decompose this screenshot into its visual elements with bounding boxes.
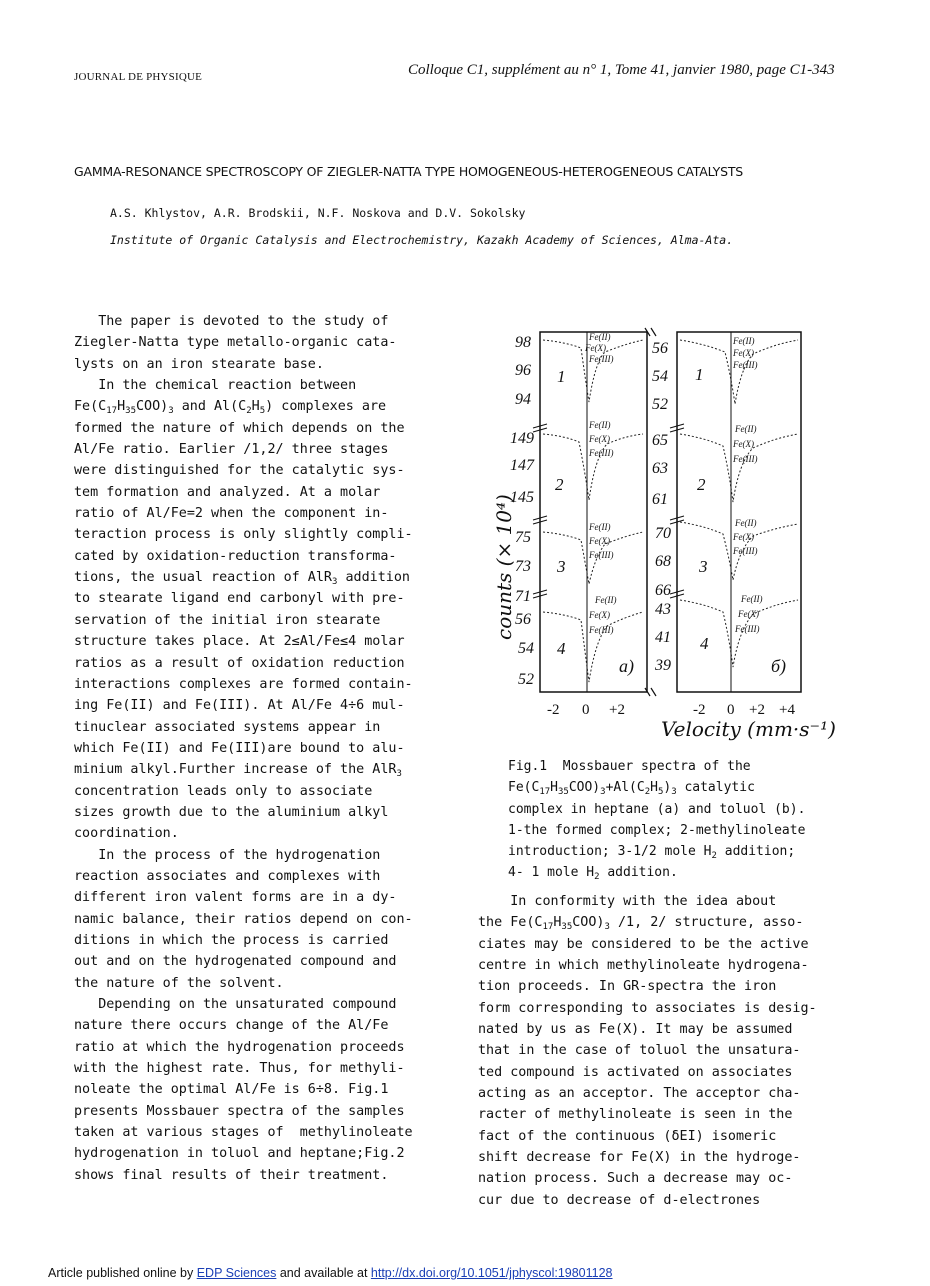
tick-label: 98 (515, 334, 531, 351)
caption-line: complex in heptane (a) and toluol (b). (508, 801, 806, 817)
text-line: tinuclear associated systems appear in (74, 719, 381, 735)
text-line: nated by us as Fe(X). It may be assumed (478, 1022, 793, 1038)
fe-label: Fe(II) (595, 595, 617, 605)
x-tick-label: 0 (727, 702, 735, 718)
left-column (74, 311, 464, 1186)
tick-label: 149 (510, 430, 534, 447)
text-line: to stearate ligand end carbonyl with pre- (74, 591, 405, 607)
fe-label: Fe(X) (738, 609, 759, 619)
figure-caption (508, 756, 868, 884)
fe-label: Fe(III) (733, 546, 758, 556)
tick-label: 43 (655, 601, 671, 618)
tick-label: 147 (510, 457, 534, 474)
text-line: taken at various stages of methylinoleate (74, 1125, 413, 1141)
caption-line-formula: 4- 1 mole $H_2$ addition. (508, 865, 678, 883)
text-line: coordination. (74, 826, 179, 842)
text-line: nature there occurs change of the Al/Fe (74, 1018, 389, 1034)
text-line: cur due to decrease of d-electrones (478, 1192, 761, 1208)
fe-label: Fe(II) (733, 336, 755, 346)
colloque-reference: Colloque C1, supplément au n° 1, Tome 41, janvier 1980, page C1-343 (408, 62, 835, 78)
text-line: Al/Fe ratio. Earlier /1,2/ three stages (74, 442, 389, 458)
text-line-formula: tions, the usual reaction of AlR$_3$ addition (74, 570, 410, 588)
fe-label: Fe(II) (741, 594, 763, 604)
text-line: presents Mossbauer spectra of the samples (74, 1103, 405, 1119)
doi-link[interactable]: http://dx.doi.org/10.1051/jphyscol:19801128 (370, 1266, 613, 1280)
fe-label: Fe(III) (589, 354, 614, 364)
x-tick-label: +2 (749, 702, 765, 718)
text-line: Depending on the unsaturated compound (98, 997, 397, 1012)
text-line: In the chemical reaction between (98, 378, 357, 394)
authors: A.S. Khlystov, A.R. Brodskii, N.F. Noskova and D.V. Sokolsky (110, 206, 526, 220)
text-line: ciates may be considered to be the active (478, 936, 809, 952)
fe-label: Fe(II) (589, 522, 611, 532)
text-line: acting as an acceptor. The acceptor cha- (478, 1086, 801, 1102)
curve-number: 3 (699, 557, 708, 576)
tick-label: 75 (515, 529, 531, 546)
tick-label: 54 (652, 368, 668, 385)
text-line: formed the nature of which depends on the (74, 420, 405, 436)
text-line: ratios as a result of oxidation reduction (74, 655, 405, 671)
fe-label: Fe(III) (733, 454, 758, 464)
text-line: shows final results of their treatment. (74, 1167, 389, 1183)
text-line: sizes growth due to the aluminium alkyl (74, 804, 389, 820)
text-line: fact of the continuous (δEI) isomeric (478, 1128, 777, 1144)
tick-label: 94 (515, 391, 531, 408)
curve-number: 1 (695, 365, 704, 384)
text-line: the nature of the solvent. (74, 975, 284, 991)
panel-label-a: a) (619, 656, 634, 676)
text-line: In conformity with the idea about (510, 894, 777, 909)
footer-middle: and available at (276, 1266, 371, 1280)
text-line: tem formation and analyzed. At a molar (74, 484, 381, 500)
text-line: different iron valent forms are in a dy- (74, 890, 397, 906)
curve-number: 4 (557, 639, 566, 658)
tick-label: 70 (655, 525, 671, 542)
tick-label: 54 (518, 640, 534, 657)
x-tick-label: -2 (547, 702, 560, 718)
text-line: structure takes place. At 2≤Al/Fe≤4 molar (74, 634, 405, 650)
panel-a-frame (540, 332, 647, 692)
fe-label: Fe(II) (735, 518, 757, 528)
x-tick-label: -2 (693, 702, 706, 718)
text-line: lysts on an iron stearate base. (74, 356, 324, 372)
tick-label: 65 (652, 432, 668, 449)
curve-number: 4 (700, 634, 709, 653)
text-line: interactions complexes are formed contain- (74, 676, 413, 692)
curve-number: 2 (555, 475, 564, 494)
curve-number: 3 (557, 557, 566, 576)
text-line: namic balance, their ratios depend on con- (74, 911, 413, 927)
fe-label: Fe(X) (585, 343, 606, 353)
caption-line-formula: introduction; 3-1/2 mole $H_2$ addition; (508, 844, 796, 862)
text-line: racter of methylinoleate is seen in the (478, 1107, 793, 1123)
text-line: that in the case of toluol the unsatura- (478, 1043, 801, 1059)
text-line: out and on the hydrogenated compound and (74, 954, 397, 970)
tick-label: 56 (515, 611, 531, 628)
text-line: In the process of the hydrogenation (98, 847, 381, 863)
tick-label: 145 (510, 489, 534, 506)
text-line: ratio of Al/Fe=2 when the component in- (74, 506, 389, 522)
institution: Institute of Organic Catalysis and Electrochemistry, Kazakh Academy of Sciences, Alma-Ata. (110, 233, 734, 247)
text-line: centre in which methylinoleate hydrogena- (478, 958, 809, 974)
caption-line: 1-the formed complex; 2-methylinoleate (508, 822, 806, 838)
text-line: Ziegler-Natta type metallo-organic cata- (74, 335, 397, 351)
fe-label: Fe(X) (733, 532, 754, 542)
text-line: which Fe(II) and Fe(III)are bound to alu- (74, 740, 405, 756)
mossbauer-figure (485, 322, 855, 742)
x-tick-label: 0 (582, 702, 590, 718)
footer-prefix: Article published online by (48, 1266, 197, 1280)
fe-label: Fe(X) (733, 439, 754, 449)
tick-label: 63 (652, 460, 668, 477)
panel-label-b: б) (771, 656, 787, 676)
fe-label: Fe(X) (589, 536, 610, 546)
tick-label: 96 (515, 362, 531, 379)
tick-label: 56 (652, 340, 668, 357)
text-line: ing Fe(II) and Fe(III). At Al/Fe 4÷6 mul- (74, 698, 405, 714)
fe-label: Fe(II) (589, 332, 611, 342)
caption-line: Fig.1 Mossbauer spectra of the (508, 759, 751, 774)
tick-label: 71 (515, 588, 531, 605)
fe-label: Fe(III) (735, 624, 760, 634)
fe-label: Fe(X) (589, 610, 610, 620)
publisher-link[interactable]: EDP Sciences (196, 1266, 277, 1280)
text-line: cated by oxidation-reduction transforma- (74, 548, 397, 564)
fe-label: Fe(II) (735, 424, 757, 434)
tick-label: 61 (652, 491, 668, 508)
caption-line-formula: $Fe(C_{17}H_{35}COO)_3+Al(C_2H_5)_3$ catalytic (508, 780, 755, 798)
tick-label: 39 (655, 657, 671, 674)
tick-label: 52 (652, 396, 668, 413)
text-line-formula: minium alkyl.Further increase of the AlR$_3$ (74, 762, 402, 780)
paper-title: GAMMA-RESONANCE SPECTROSCOPY OF ZIEGLER-NATTA TYPE HOMOGENEOUS-HETEROGENEOUS CATALYSTS (74, 164, 744, 179)
fe-label: Fe(III) (589, 550, 614, 560)
tick-label: 41 (655, 629, 671, 646)
text-line: teraction process is only slightly compli- (74, 527, 413, 543)
journal-name: JOURNAL DE PHYSIQUE (74, 71, 203, 83)
fe-label: Fe(X) (589, 434, 610, 444)
fe-label: Fe(III) (589, 448, 614, 458)
text-line: reaction associates and complexes with (74, 868, 381, 884)
text-line: tion proceeds. In GR-spectra the iron (478, 979, 777, 995)
right-column (478, 891, 858, 1211)
text-line: The paper is devoted to the study of (98, 314, 389, 329)
fe-label: Fe(III) (589, 625, 614, 635)
tick-label: 68 (655, 553, 671, 570)
x-tick-label: +2 (609, 702, 625, 718)
text-line: ditions in which the process is carried (74, 932, 389, 948)
text-line: noleate the optimal Al/Fe is 6÷8. Fig.1 (74, 1082, 389, 1098)
text-line: ted compound is activated on associates (478, 1064, 793, 1080)
text-line: hydrogenation in toluol and heptane;Fig.2 (74, 1146, 405, 1162)
fe-label: Fe(III) (733, 360, 758, 370)
text-line: ratio at which the hydrogenation proceeds (74, 1039, 405, 1055)
text-line-formula: $Fe(C_{17}H_{35}COO)_3$ and $Al(C_2H_5)$ complexes are (74, 399, 387, 417)
footer (48, 1266, 613, 1280)
text-line: shift decrease for Fe(X) in the hydroge- (478, 1150, 801, 1166)
text-line: form corresponding to associates is desig- (478, 1000, 817, 1016)
tick-label: 52 (518, 671, 534, 688)
fe-label: Fe(II) (589, 420, 611, 430)
tick-label: 73 (515, 558, 531, 575)
curve-number: 2 (697, 475, 706, 494)
text-line: servation of the initial iron stearate (74, 612, 381, 628)
tick-label: 66 (655, 582, 671, 599)
text-line: were distinguished for the catalytic sys- (74, 463, 405, 479)
x-tick-label: +4 (779, 702, 795, 718)
x-axis-label: Velocity (mm·s⁻¹) (661, 717, 836, 741)
text-line: nation process. Such a decrease may oc- (478, 1171, 793, 1187)
y-axis-label: counts (× 10⁴) (492, 494, 516, 640)
text-line-formula: the $Fe(C_{17}H_{35}COO)_3$ /1, 2/ structure, asso- (478, 915, 804, 933)
curve-number: 1 (557, 367, 566, 386)
text-line: with the highest rate. Thus, for methyli- (74, 1061, 405, 1077)
text-line: concentration leads only to associate (74, 783, 373, 799)
fe-label: Fe(X) (733, 348, 754, 358)
